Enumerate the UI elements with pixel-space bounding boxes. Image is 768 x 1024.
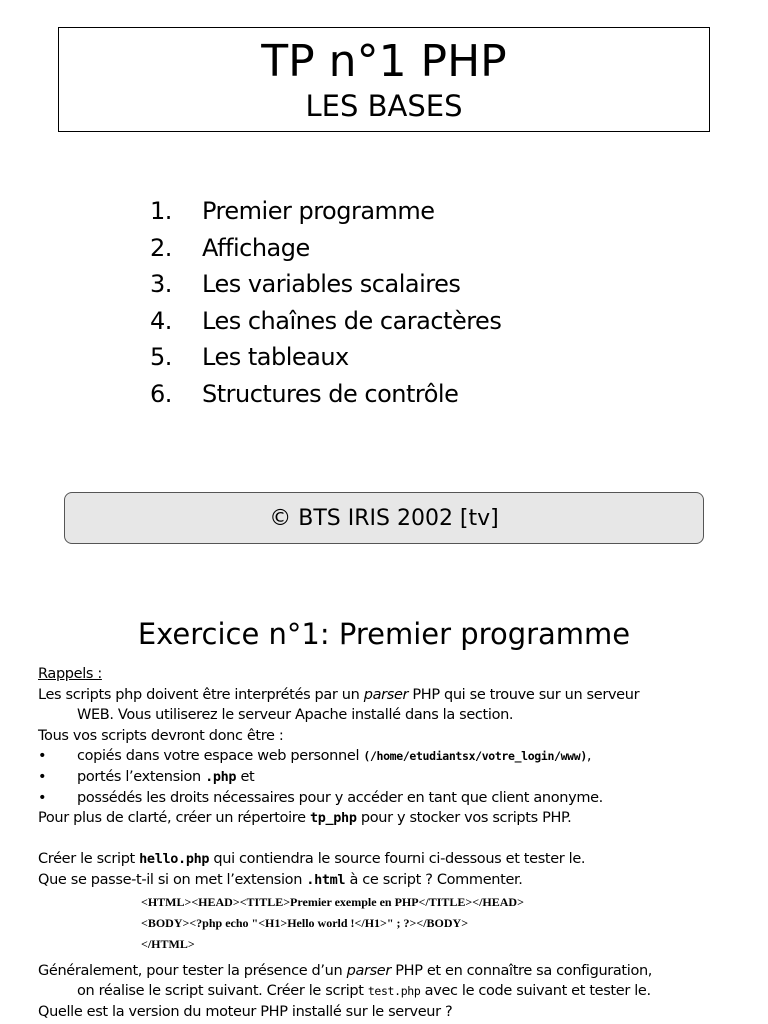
toc-item [150, 376, 501, 413]
emphasis: parser [363, 686, 409, 703]
text: avec le code suivant et tester le. [420, 983, 651, 1000]
paragraph [38, 808, 738, 829]
paragraph: Tous vos scripts devront donc être : [38, 727, 284, 744]
toc-label: Les variables scalaires [202, 270, 461, 299]
text: PHP et en connaître sa configuration, [390, 962, 653, 979]
toc-item [150, 193, 501, 230]
paragraph: Quelle est la version du moteur PHP installé sur le serveur ? [38, 1003, 453, 1020]
toc-item [150, 266, 501, 303]
inline-code: test.php [367, 984, 421, 999]
text: Généralement, pour tester la présence d’un [38, 962, 347, 979]
toc-item [150, 339, 501, 376]
inline-code: tp_php [309, 810, 357, 827]
bullet-item: • possédés les droits nécessaires pour y accéder en tant que client anonyme. [38, 788, 738, 809]
bullet-item [38, 767, 738, 788]
text: qui contiendra le source fourni ci-dessous et tester le. [209, 851, 586, 868]
code-block [38, 892, 738, 955]
paragraph [38, 870, 738, 891]
toc-number: 6. [150, 379, 172, 408]
toc-item [150, 303, 501, 340]
inline-code: .html [306, 871, 346, 888]
text: pour y stocker vos scripts PHP. [356, 810, 572, 827]
paragraph-continuation: WEB. Vous utiliserez le serveur Apache installé dans la section. [77, 707, 514, 724]
document-title: TP n°1 PHP [261, 36, 507, 87]
code-line: <BODY><?php echo "<H1>Hello world !</H1>" ; ?></BODY> [141, 915, 469, 930]
toc-item [150, 230, 501, 267]
text: et [236, 768, 255, 785]
text: Créer le script [38, 851, 140, 868]
text: on réalise le script suivant. Créer le script [77, 983, 368, 1000]
text: portés l’extension [77, 768, 206, 785]
bullet-item [38, 746, 738, 767]
copyright-banner: © BTS IRIS 2002 [tv] [64, 492, 704, 544]
code-line: <HTML><HEAD><TITLE>Premier exemple en PHP</TITLE></HEAD> [141, 894, 524, 909]
exercise-title: Exercice n°1: Premier programme [137, 617, 631, 651]
text: PHP qui se trouve sur un serveur [408, 686, 640, 703]
paragraph-continuation [38, 981, 738, 1002]
toc-label: Les chaînes de caractères [202, 306, 502, 335]
paragraph [38, 961, 738, 982]
rappels-heading: Rappels : [38, 666, 102, 682]
inline-code: (/home/etudiantsx/votre_login/www) [363, 749, 587, 764]
paragraph [38, 685, 738, 706]
toc-number: 5. [150, 343, 172, 372]
text: Que se passe-t-il si on met l’extension [38, 871, 307, 888]
toc-number: 2. [150, 233, 172, 262]
emphasis: parser [346, 962, 391, 979]
toc-label: Affichage [202, 233, 310, 262]
toc-label: Les tableaux [202, 343, 349, 372]
title-box [58, 27, 710, 132]
toc-label: Premier programme [202, 197, 435, 225]
toc-label: Structures de contrôle [202, 379, 459, 408]
inline-code: hello.php [139, 851, 210, 868]
text: Les scripts php doivent être interprétés par un [38, 686, 364, 703]
table-of-contents [150, 193, 501, 413]
text: , [586, 748, 592, 765]
text: copiés dans votre espace web personnel [77, 748, 364, 765]
code-line: </HTML> [141, 936, 195, 951]
exercise-body [38, 664, 738, 1022]
paragraph [38, 849, 738, 870]
document-subtitle: LES BASES [305, 89, 463, 123]
toc-number: 4. [150, 306, 172, 335]
toc-number: 3. [150, 270, 172, 299]
toc-number: 1. [150, 197, 172, 225]
inline-code: .php [205, 768, 237, 785]
text: Pour plus de clarté, créer un répertoire [38, 810, 310, 827]
text: à ce script ? Commenter. [345, 871, 523, 888]
